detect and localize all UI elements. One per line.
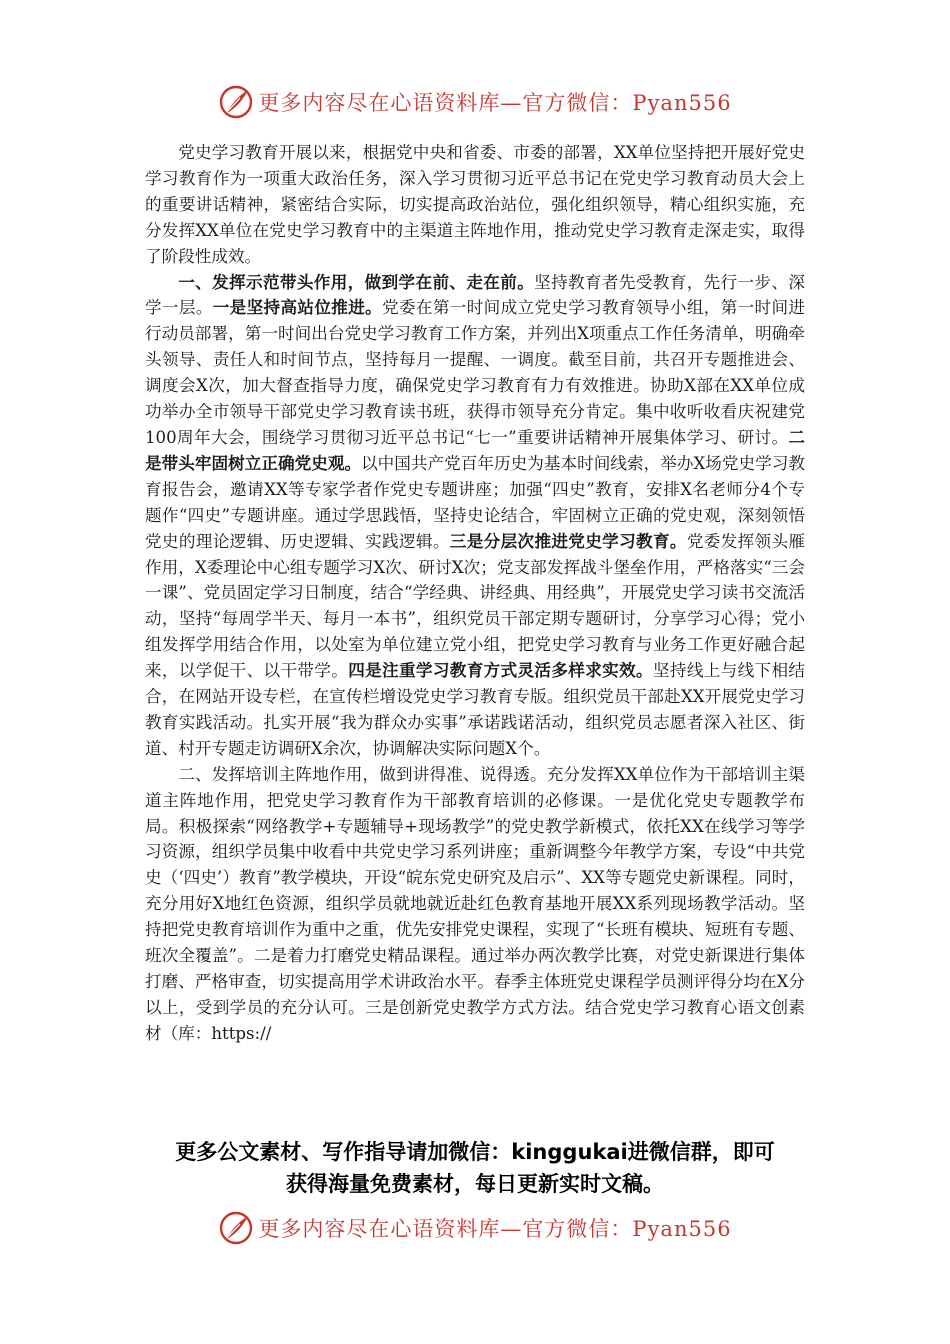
section-1-intro: 坚持教育者先受教育，先行一步、深学一层。 xyxy=(145,272,806,318)
article-body xyxy=(145,140,805,1047)
intro-paragraph: 党史学习教育开展以来，根据党中央和省委、市委的部署，XX单位坚持把开展好党史学习教育作为一项重大政治任务，深入学习贯彻习近平总书记在党史学习教育动员大会上的重要讲话精神，紧密结合实际，切实提高政治站位，强化组织领导，精心组织实施，充分发挥XX单位在党史学习教育中的主渠道主阵地作用，推动党史学习教育走深走实，取得了阶段性成效。 xyxy=(145,143,805,266)
header-banner xyxy=(0,82,950,122)
feather-pen-icon xyxy=(218,1210,254,1246)
section-1-heading: 一、发挥示范带头作用，做到学在前、走在前。 xyxy=(178,272,535,292)
point-3-title: 三是分层次推进党史学习教育。 xyxy=(449,531,687,551)
point-3-text: 党委发挥领头雁作用，X委理论中心组专题学习X次、研讨X次；党支部发挥战斗堡垒作用，严格落实“三会一课”、党员固定学习日制度，结合“学经典、讲经典、用经典”，开展党史学习读书交流活动，坚持“每周学半天、每月一本书”，组织党员干部定期专题研讨，分享学习心得；党小组发挥学用结合作用，以处室为单位建立党小组，把党史学习教育与业务工作更好融合起来，以学促干、以干带学。 xyxy=(145,531,806,681)
point-1-text: 党委在第一时间成立党史学习教育领导小组，第一时间进行动员部署，第一时间出台党史学习教育工作方案，并列出X项重点工作任务清单，明确牵头领导、责任人和时间节点，坚持每月一提醒、一调度。截至目前，共召开专题推进会、调度会X次，加大督查指导力度，确保党史学习教育有力有效推进。协助X部在XX单位成功举办全市领导干部党史学习教育读书班，获得市领导充分肯定。集中收听收看庆祝建党100周年大会，围绕学习贯彻习近平总书记“七一”重要讲话精神开展集体学习、研讨。 xyxy=(145,298,806,447)
point-4-text: 坚持线上与线下相结合，在网站开设专栏，在宣传栏增设党史学习教育专版。组织党员干部赴XX开展党史学习教育实践活动。扎实开展“我为群众办实事”承诺践诺活动，组织党员志愿者深入社区、街道、村开专题走访调研X余次，协调解决实际问题X个。 xyxy=(145,661,806,758)
point-1-title: 一是坚持高站位推进。 xyxy=(212,298,383,318)
header-banner-text: 更多内容尽在心语资料库—官方微信：Pyan556 xyxy=(258,91,732,115)
footer-banner xyxy=(0,1208,950,1248)
feather-pen-icon xyxy=(218,84,254,120)
footer-banner-text: 更多内容尽在心语资料库—官方微信：Pyan556 xyxy=(258,1217,732,1241)
promo-line-1: 更多公文素材、写作指导请加微信：kinggukai进微信群，即可 xyxy=(175,1140,775,1164)
point-4-title: 四是注重学习教育方式灵活多样求实效。 xyxy=(348,661,653,681)
promo-notice xyxy=(120,1136,830,1200)
point-2-text: 以中国共产党百年历史为基本时间线索，举办X场党史学习教育报告会，邀请XX等专家学者作党史专题讲座；加强“四史”教育，安排X名老师分4个专题作“四史”专题讲座。通过学思践悟，坚持史论结合，牢固树立正确的党史观，深刻领悟党史的理论逻辑、历史逻辑、实践逻辑。 xyxy=(145,453,805,551)
promo-line-2: 获得海量免费素材，每日更新实时文稿。 xyxy=(286,1172,664,1196)
section-1-paragraph xyxy=(145,270,805,762)
section-2-paragraph: 二、发挥培训主阵地作用，做到讲得准、说得透。充分发挥XX单位作为干部培训主渠道主阵地作用，把党史学习教育作为干部教育培训的必修课。一是优化党史专题教学布局。积极探索“网络教学+专题辅导+现场教学”的党史教学新模式，依托XX在线学习等学习资源，组织学员集中收看中共党史学习系列讲座；重新调整今年教学方案，专设“中共党史（‘四史’）教育”教学模块，开设“皖东党史研究及启示”、XX等专题党史新课程。同时，充分用好X地红色资源，组织学员就地就近赴红色教育基地开展XX系列现场教学活动。坚持把党史教育培训作为重中之重，优先安排党史课程，实现了“长班有模块、短班有专题、班次全覆盖”。二是着力打磨党史精品课程。通过举办两次教学比赛，对党史新课进行集体打磨、严格审查，切实提高用学术讲政治水平。春季主体班党史课程学员测评得分均在X分以上，受到学员的充分认可。三是创新党史教学方式方法。结合党史学习教育心语文创素材（库：https:// xyxy=(145,764,805,1043)
point-2-title: 二是带头牢固树立正确党史观。 xyxy=(145,427,805,473)
